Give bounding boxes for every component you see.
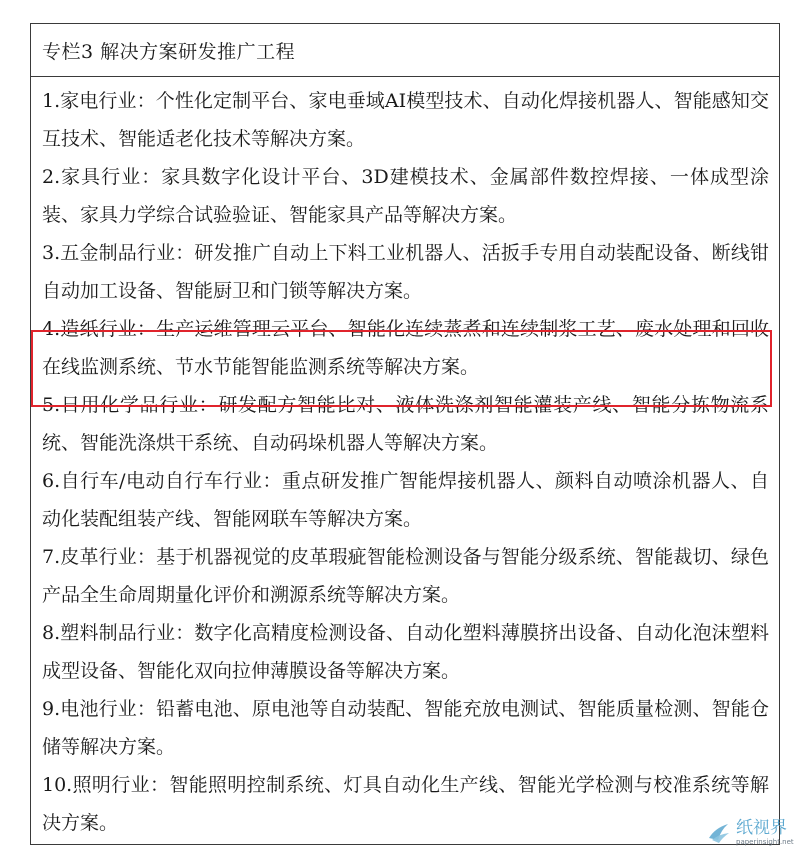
column-box (30, 23, 780, 845)
list-item-daily-chemicals: 5.日用化学品行业：研发配方智能比对、液体洗涤剂智能灌装产线、智能分拣物流系统、智能洗涤烘干系统、自动码垛机器人等解决方案。 (42, 394, 769, 454)
list-item-battery: 9.电池行业：铅蓄电池、原电池等自动装配、智能充放电测试、智能质量检测、智能仓储等解决方案。 (42, 698, 769, 758)
watermark-site: paperinsight.net (736, 838, 794, 846)
column-title: 专栏3 解决方案研发推广工程 (42, 40, 296, 63)
paper-sail-logo-icon (706, 820, 732, 846)
list-item-lighting: 10.照明行业：智能照明控制系统、灯具自动化生产线、智能光学检测与校准系统等解决方案。 (42, 774, 769, 834)
list-item-furniture: 2.家具行业：家具数字化设计平台、3D建模技术、金属部件数控焊接、一体成型涂装、家具力学综合试验验证、智能家具产品等解决方案。 (42, 166, 769, 226)
column-content (31, 82, 779, 842)
column-header (31, 24, 779, 77)
watermark (706, 820, 794, 846)
list-item-leather: 7.皮革行业：基于机器视觉的皮革瑕疵智能检测设备与智能分级系统、智能裁切、绿色产品全生命周期量化评价和溯源系统等解决方案。 (42, 546, 769, 606)
list-item-appliance: 1.家电行业：个性化定制平台、家电垂域AI模型技术、自动化焊接机器人、智能感知交互技术、智能适老化技术等解决方案。 (42, 90, 769, 150)
list-item-plastics: 8.塑料制品行业：数字化高精度检测设备、自动化塑料薄膜挤出设备、自动化泡沫塑料成型设备、智能化双向拉伸薄膜设备等解决方案。 (42, 622, 769, 682)
watermark-brand: 纸视界 (736, 818, 787, 838)
list-item-hardware: 3.五金制品行业：研发推广自动上下料工业机器人、活扳手专用自动装配设备、断线钳自动加工设备、智能厨卫和门锁等解决方案。 (42, 242, 769, 302)
list-item-papermaking: 4.造纸行业：生产运维管理云平台、智能化连续蒸煮和连续制浆工艺、废水处理和回收在线监测系统、节水节能智能监测系统等解决方案。 (42, 318, 769, 378)
list-item-bicycle: 6.自行车/电动自行车行业：重点研发推广智能焊接机器人、颜料自动喷涂机器人、自动化装配组装产线、智能网联车等解决方案。 (42, 470, 769, 530)
